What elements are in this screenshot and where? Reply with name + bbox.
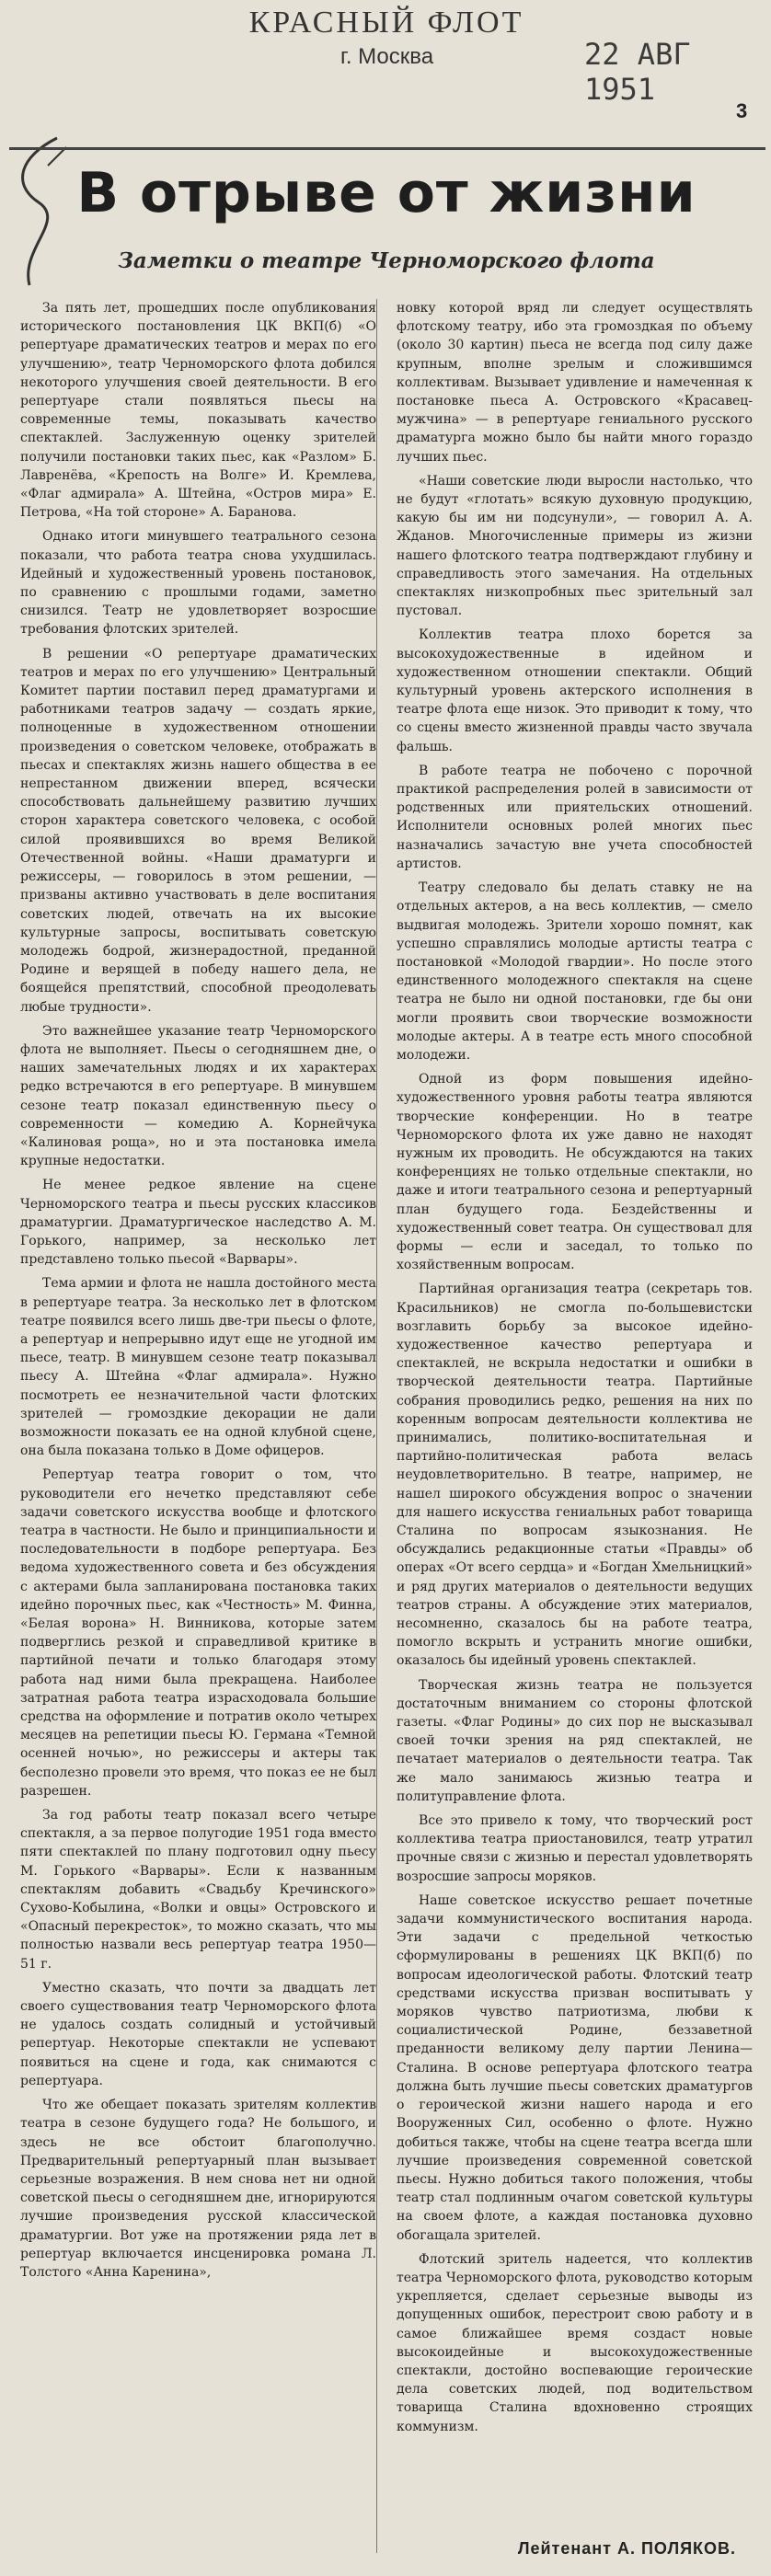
paragraph: Коллектив театра плохо борется за высокохудожественные в идейном и художественном отношении спектакли. Общий культурный уровень актерского исполнения в театре флота еще низок. Это приводит к тому, что со сцены вместо жизненной правды часто звучала фальшь. (397, 627, 753, 754)
paragraph: Творческая жизнь театра не пользуется достаточным вниманием со стороны флотской газеты. «Флаг Родины» до сих пор не высказывал своей точки зрения на ряд спектаклей, не печатает материалов о деятельности театра. Так же мало занимаюсь жизнью театра и политуправление флота. (397, 1677, 753, 1804)
column-divider (376, 299, 377, 2553)
paragraph: В решении «О репертуаре драматических театров и мерах по его улучшению» Центральный Комитет партии поставил перед драматургами и работниками театров задачу — создать яркие, полноценные в художественном отношении произведения о советском человеке, отображать в пьесах и спектаклях жизнь нашего общества в ее непрестанном движении вперед, всячески способствовать дальнейшему развитию лучших сторон характера советского человека, с особой силой проявившихся во время Великой Отечественной войны. «Наши драматурги и режиссеры, — говорилось в этом решении, — призваны активно участвовать в деле воспитания советских людей, отвечать на их высокие культурные запросы, воспитывать советскую молодежь бодрой, жизнерадостной, преданной Родине и верящей в победу нашего дела, не боящейся препятствий, способной преодолевать любые трудности». (20, 646, 376, 1015)
page-number: 3 (736, 99, 748, 122)
paragraph: Не менее редкое явление на сцене Черноморского театра и пьесы русских классиков драматургии. Драматургическое наследство А. М. Горького, например, за несколько лет представлено только пьесой «Варвары». (20, 1178, 376, 1268)
paragraph: Театру следовало бы делать ставку не на отдельных актеров, а на весь коллектив, — смело выдвигая молодежь. Зрители хорошо помнят, как успешно справлялись молодые артисты театра с постановкой «Молодой гвардии». Но после этого единственного молодежного спектакля на сцене театра не было ни одной постановки, где бы они могли проявить свои творческие возможности молодые актеры. А в театре есть много способной молодежи. (397, 880, 753, 1063)
paragraph: новку которой вряд ли следует осуществлять флотскому театру, ибо эта громоздкая по объему (около 30 картин) пьеса не всегда под силу даже крупным, вполне зрелым и сложившимся коллективам. Вызывает удивление и намеченная к постановке пьеса А. Островского «Красавец-мужчина» — в репертуаре гениального русского драматурга можно было бы найти много гораздо лучших пьес. (397, 301, 753, 465)
masthead (0, 0, 771, 138)
paragraph: Уместно сказать, что почти за двадцать лет своего существования театр Черноморского флота не удалось создать солидный и устойчивый репертуар. Некоторые спектакли не успевают появиться на сцене и года, как снимаются с репертуара. (20, 1980, 376, 2088)
author-signature: Лейтенант А. ПОЛЯКОВ. (517, 2539, 736, 2558)
paragraph: Тема армии и флота не нашла достойного места в репертуаре театра. За несколько лет в флотском театре появился всего лишь две-три пьесы о флоте, а репертуар и непрерывно идут еще не угодной им пьесе, театр. В минувшем сезоне театр показывал пьесу А. Штейна «Флаг адмирала». Нужно посмотреть ее незначительной части флотских зрителей — громоздкие декорации не дали возможности показать ее на одной клубной сцене, она была показана только в Доме офицеров. (20, 1276, 376, 1459)
article-subtitle: Заметки о театре Черноморского флота (118, 248, 655, 273)
paragraph: Однако итоги минувшего театрального сезона показали, что работа театра снова ухудшилась. Идейный и художественный уровень постановок, по сравнению с прошлыми годами, заметно снизился. Театр не удовлетворяет возросшие требования флотских зрителей. (20, 529, 376, 638)
paragraph: Все это привело к тому, что творческий рост коллектива театра приостановился, театр утратил прочные связи с жизнью и перестал удовлетворять возросшие запросы моряков. (397, 1813, 753, 1884)
paragraph: Наше советское искусство решает почетные задачи коммунистического воспитания народа. Эти задачи с предельной четкостью сформулированы в решениях ЦК ВКП(б) по вопросам идеологической работы. Флотский театр средствами искусства призван воспитывать у моряков чувство патриотизма, любви к социалистической Родине, беззаветной преданности великому делу партии Ленина—Сталина. В основе репертуара флотского театра должна быть лучшие пьесы советских драматургов о героической жизни нашего народа и его Вооруженных Сил, особенно о флоте. Нужно добиться также, чтобы на сцене театра всегда шли лучшие произведения современной советской пьесы. Нужно добиться такого положения, чтобы театр стал подлинным очагом советской культуры на своем флоте, а каждая постановка духовно обогащала зрителей. (397, 1892, 753, 2243)
newspaper-name: КРАСНЫЙ ФЛОТ (248, 6, 524, 40)
header-rule (9, 147, 765, 150)
paragraph: Одной из форм повышения идейно-художественного уровня работы театра являются творческие конференции. Но в театре Черноморского флота их уже давно не находят нужным их проводить. Не обсуждаются на таких конференциях не только отдельные спектакли, но даже и итоги театрального сезона и репертуарный план будущего года. Бездейственны и художественный совет театра. Он существовал для формы — если и заседал, то только по хозяйственным вопросам. (397, 1072, 753, 1273)
paragraph: Что же обещает показать зрителям коллектив театра в сезоне будущего года? Не большого, и здесь не все обстоит благополучно. Предварительный репертуарный план вызывает серьезные возражения. В нем снова нет ни одной советской пьесы о сегодняшнем дне, игнорируются лучшие произведения русской классической драматургии. Вот уже на протяжении ряда лет в репертуар включается инсценировка романа Л. Толстого «Анна Каренина», (20, 2098, 376, 2280)
paragraph: Это важнейшее указание театр Черноморского флота не выполняет. Пьесы о сегодняшнем дне, о наших замечательных людях и их характерах редко встречаются в его репертуаре. В минувшем сезоне театр показал единственную пьесу о современности — комедию А. Корнейчука «Калиновая роща», но и эта постановка имела крупные недостатки. (20, 1023, 376, 1169)
article-column-1 (20, 299, 376, 2553)
paragraph: За год работы театр показал всего четыре спектакля, а за первое полугодие 1951 года вместо пяти спектаклей по плану подготовил одну пьесу М. Горького «Варвары». Если к названным спектаклям добавить «Свадьбу Кречинского» Сухово-Кобылина, «Волки и овцы» Островского и «Опасный перекресток», то можно сказать, что мы полностью назвали весь репертуар театра 1950—51 г. (20, 1808, 376, 1972)
paragraph: Репертуар театра говорит о том, что руководители его нечетко представляют себе задачи советского искусства вообще и флотского театра в частности. Не было и принципиальности и последовательности в подборе репертуара. Без ведома художественного совета и без обсуждения с актерами была запланирована постановка таких идейно порочных пьес, как «Честность» М. Финна, «Белая ворона» Н. Винникова, которые затем подверглись резкой и справедливой критике в партийной печати и только благодаря этому работа над ними была прекращена. Наиболее затратная работа театра израсходовала большие средства на оформление и потратив около четырех месяцев на репетиции пьесы Ю. Германа «Темной осенней ночью», но режиссеры и актеры так бесполезно провели это время, что показ ее не был разрешен. (20, 1467, 376, 1799)
paragraph: Флотский зритель надеется, что коллектив театра Черноморского флота, руководство которым укрепляется, сделает серьезные выводы из допущенных ошибок, перестроит свою работу и в самое ближайшее время создаст новые высокоидейные и высокохудожественные спектакли, достойно воспевающие героические дела советских людей, под водительством товарища Сталина вдохновенно строящих коммунизм. (397, 2251, 753, 2434)
paragraph: Партийная организация театра (секретарь тов. Красильников) не смогла по-большевистски возглавить борьбу за высокое идейно-художественное качество репертуара и спектаклей, не вскрыла недостатки и ошибки в творческой деятельности театра. Партийные собрания проводились редко, решения на них по коренным вопросам деятельности коллектива не принимались, политико-воспитательная и партийно-политическая работа велась неудовлетворительно. В театре, например, не нашел широкого обсуждения вопрос о значении для нашего искусства гениальных работ товарища Сталина по вопросам языкознания. Не обсуждались редакционные статьи «Правды» об операх «От всего сердца» и «Богдан Хмельницкий» и ряд других материалов о деятельности ведущих театров страны. А обсуждение этих материалов, несомненно, сказалось бы на работе театра, помогло вскрыть и устранить многие ошибки, оказалось бы идейный уровень спектаклей. (397, 1282, 753, 1669)
paragraph: За пять лет, прошедших после опубликования исторического постановления ЦК ВКП(б) «О репертуаре драматических театров и мерах по его улучшению», театр Черноморского флота добился некоторого улучшения своей деятельности. В его репертуаре стали появляться пьесы на современные темы, показывать качество спектаклей. Заслуженную оценку зрителей получили постановки таких пьес, как «Разлом» Б. Лавренёва, «Крепость на Волге» И. Кремлева, «Флаг адмирала» А. Штейна, «Остров мира» Е. Петрова, «На той стороне» А. Баранова. (20, 301, 376, 521)
paragraph: В работе театра не побочено с порочной практикой распределения ролей в зависимости от родственных или приятельских отношений. Исполнители основных ролей многих пьес назначались зачастую вне учета способностей артистов. (397, 763, 753, 871)
paragraph: «Наши советские люди выросли настолько, что не будут «глотать» всякую духовную продукцию, какую бы им ни подсунули», — говорил А. А. Жданов. Многочисленные примеры из жизни нашего флотского театра подтверждают глубину и справедливость этого замечания. На отдельных спектаклях низкопробных пьес зрительный зал пустовал. (397, 473, 753, 619)
article-body (20, 299, 753, 2553)
article-headline: В отрыве от жизни (76, 161, 696, 225)
newspaper-city: г. Москва (340, 44, 434, 69)
article-column-2 (397, 299, 753, 2553)
date-stamp: 22 АВГ 1951 (584, 37, 691, 107)
